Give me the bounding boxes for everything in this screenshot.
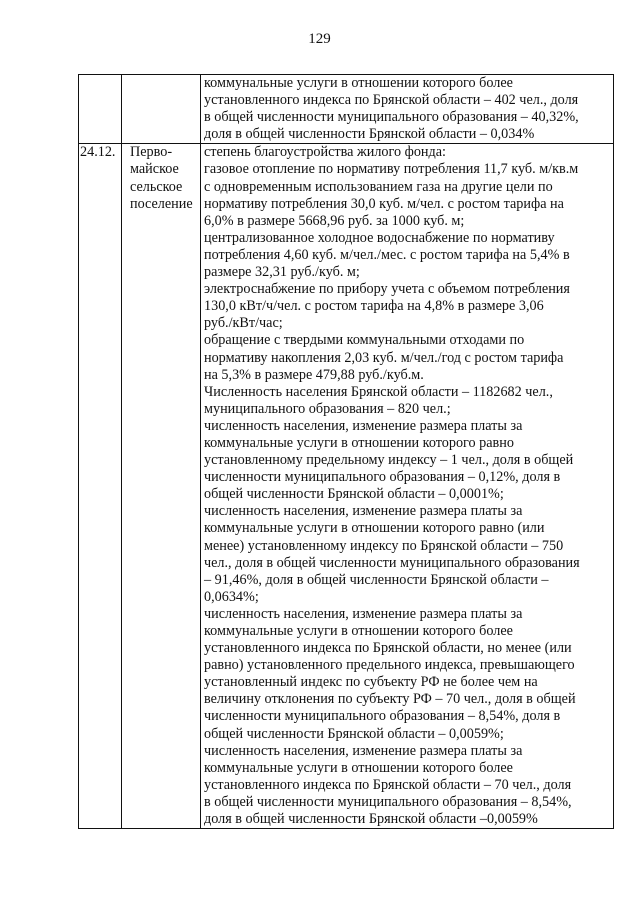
text-line: коммунальные услуги в отношении которого более [204, 623, 513, 639]
description-cell [201, 144, 614, 829]
text-line: размере 32,31 руб./куб. м; [204, 264, 360, 281]
text-line: коммунальные услуги в отношении которого равно (или [204, 520, 545, 537]
data-table [78, 74, 614, 829]
text-line: коммунальные услуги в отношении которого более [204, 75, 513, 91]
text-line: коммунальные услуги в отношении которого равно [204, 434, 514, 451]
text-line: 130,0 кВт/ч/чел. с ростом тарифа на 4,8% в размере 3,06 [204, 298, 544, 315]
text-line: руб./кВт/час; [204, 315, 283, 332]
text-line: чел., доля в общей численности муниципального образования [204, 554, 580, 571]
text-line: установленного индекса по Брянской области, но менее (или [204, 640, 572, 657]
text-line: муниципального образования – 820 чел.; [204, 400, 451, 417]
text-line: установленного индекса по Брянской области – 402 чел., доля [204, 92, 579, 109]
page-number: 129 [308, 31, 331, 47]
text-line: коммунальные услуги в отношении которого более [204, 759, 513, 776]
text-line: общей численности Брянской области – 0,0059%; [204, 725, 504, 742]
text-line: общей численности Брянской области – 0,0001%; [204, 486, 504, 503]
text-line: численность населения, изменение размера платы за [204, 417, 523, 434]
text-line: в общей численности муниципального образования – 8,54%, [204, 793, 572, 810]
text-line: на 5,3% в размере 479,88 руб./куб.м. [204, 366, 424, 383]
text-line: – 91,46%, доля в общей численности Брянской области – [204, 571, 549, 588]
text-line: численности муниципального образования – 8,54%, доля в [204, 708, 561, 725]
text-line: величину отклонения по субъекту РФ – 70 чел., доля в общей [204, 691, 576, 708]
text-line: нормативу потребления 30,0 куб. м/чел. с ростом тарифа на [204, 195, 564, 212]
text-line: 6,0% в размере 5668,96 руб. за 1000 куб. м; [204, 212, 465, 229]
row-number-cell: 24.12. [79, 144, 122, 829]
row-number-cell [79, 75, 122, 144]
text-line: газовое отопление по нормативу потребления 11,7 куб. м/кв.м [204, 161, 579, 178]
text-line: электроснабжение по прибору учета с объемом потребления [204, 281, 570, 298]
description-cell [201, 75, 614, 144]
text-line: равно) установленного предельного индекса, превышающего [204, 657, 575, 674]
name-line: поселение [130, 195, 193, 212]
table-row-24-12 [79, 144, 614, 829]
text-line: потребления 4,60 куб. м/чел./мес. с ростом тарифа на 5,4% в [204, 246, 570, 263]
text-line: доля в общей численности Брянской области –0,0059% [204, 811, 538, 828]
name-line: майское [130, 161, 179, 178]
table-row-continuation [79, 75, 614, 144]
text-line: нормативу накопления 2,03 куб. м/чел./год с ростом тарифа [204, 349, 564, 366]
text-line: установленному предельному индексу – 1 чел., доля в общей [204, 452, 574, 469]
text-line: менее) установленному индексу по Брянской области – 750 [204, 537, 564, 554]
text-line: с одновременным использованием газа на другие цели по [204, 178, 553, 195]
text-line: централизованное холодное водоснабжение по нормативу [204, 229, 555, 246]
name-line: сельское [130, 178, 183, 195]
municipality-name-cell [122, 75, 201, 144]
name-line: Перво- [130, 144, 173, 161]
text-line: обращение с твердыми коммунальными отходами по [204, 332, 525, 349]
text-line: Численность населения Брянской области – 1182682 чел., [204, 383, 553, 400]
text-line: установленного индекса по Брянской области – 70 чел., доля [204, 776, 572, 793]
text-line: доля в общей численности Брянской области – 0,034% [204, 126, 535, 143]
text-line: 0,0634%; [204, 588, 259, 605]
text-line: численности муниципального образования – 0,12%, доля в [204, 469, 561, 486]
text-line: численность населения, изменение размера платы за [204, 742, 523, 759]
text-line: численность населения, изменение размера платы за [204, 503, 523, 520]
text-line: численность населения, изменение размера платы за [204, 605, 523, 622]
municipality-name-cell [122, 144, 201, 829]
text-line: в общей численности муниципального образования – 40,32%, [204, 109, 579, 126]
text-line: степень благоустройства жилого фонда: [204, 144, 446, 161]
text-line: установленный индекс по субъекту РФ не более чем на [204, 674, 538, 691]
